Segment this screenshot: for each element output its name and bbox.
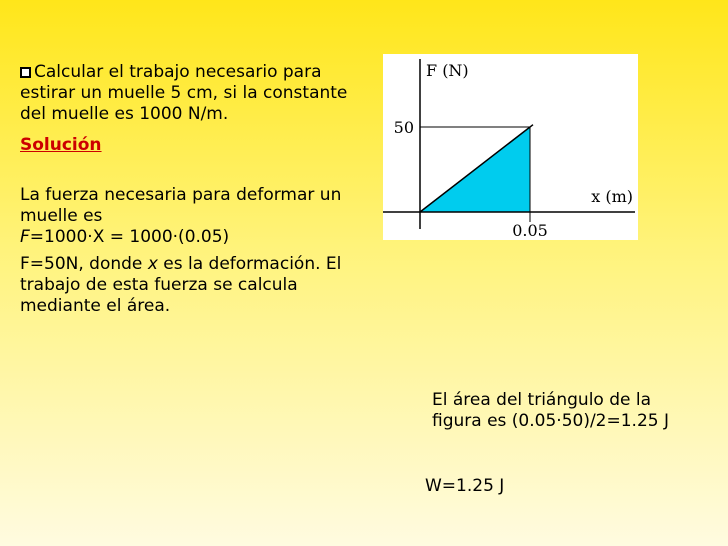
work-explanation bbox=[20, 254, 370, 317]
force-displacement-graph bbox=[383, 54, 638, 240]
formula-rest: =1000·X = 1000·(0.05) bbox=[29, 227, 230, 247]
y-tick-label: 50 bbox=[393, 118, 414, 137]
y-axis-label: F (N) bbox=[426, 61, 469, 80]
work-explanation-x: x bbox=[147, 254, 158, 274]
problem-statement-text: Calcular el trabajo necesario para estirar un muelle 5 cm, si la constante del muelle es 1000 N/m. bbox=[20, 62, 348, 124]
work-explanation-b: es la deformación. El trabajo de esta fuerza se calcula mediante el área. bbox=[20, 254, 342, 316]
force-intro bbox=[20, 185, 370, 248]
checkbox-bullet-icon bbox=[20, 67, 31, 78]
formula-f: F bbox=[20, 227, 30, 247]
x-axis-label: x (m) bbox=[591, 187, 633, 206]
force-intro-text: La fuerza necesaria para deformar un muelle es bbox=[20, 185, 342, 226]
solution-heading: Solución bbox=[20, 135, 102, 155]
work-explanation-a: F=50N, donde bbox=[20, 254, 148, 274]
area-result: El área del triángulo de la figura es (0.05·50)/2=1.25 J bbox=[432, 390, 670, 431]
x-tick-label: 0.05 bbox=[512, 221, 548, 240]
work-result: W=1.25 J bbox=[425, 476, 505, 496]
graph-svg bbox=[383, 54, 638, 240]
problem-text-block bbox=[20, 62, 370, 317]
problem-statement bbox=[20, 62, 370, 125]
